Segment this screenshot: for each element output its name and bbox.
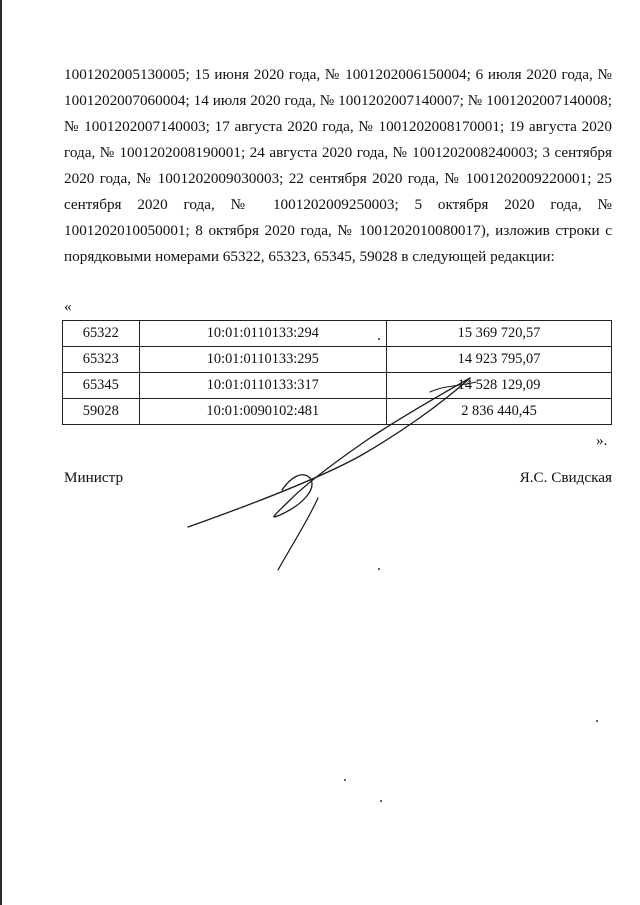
cadastral-number-cell: 10:01:0110133:317 <box>139 373 387 399</box>
scan-edge-line <box>0 0 2 905</box>
opening-quote: « <box>64 298 72 315</box>
closing-quote: ». <box>596 432 608 449</box>
scan-speck <box>596 720 598 722</box>
cadastral-value-cell: 15 369 720,57 <box>387 321 612 347</box>
table-row <box>63 373 612 399</box>
row-number-cell: 59028 <box>63 399 140 425</box>
cadastral-number-cell: 10:01:0090102:481 <box>139 399 387 425</box>
cadastral-value-cell: 2 836 440,45 <box>387 399 612 425</box>
table-row <box>63 347 612 373</box>
row-number-cell: 65323 <box>63 347 140 373</box>
scan-speck <box>378 338 380 340</box>
cadastral-number-cell: 10:01:0110133:295 <box>139 347 387 373</box>
scan-speck <box>344 779 346 781</box>
cadastral-value-table <box>62 320 612 425</box>
cadastral-value-cell: 14 923 795,07 <box>387 347 612 373</box>
row-number-cell: 65345 <box>63 373 140 399</box>
row-number-cell: 65322 <box>63 321 140 347</box>
signer-title: Министр <box>64 469 124 486</box>
scan-speck <box>380 800 382 802</box>
table-row <box>63 399 612 425</box>
cadastral-number-cell: 10:01:0110133:294 <box>139 321 387 347</box>
cadastral-value-cell: 14 528 129,09 <box>387 373 612 399</box>
scan-speck <box>378 568 380 570</box>
body-paragraph: 1001202005130005; 15 июня 2020 года, № 1001202006150004; 6 июля 2020 года, № 1001202007060004; 14 июля 2020 года, № 1001202007140007; № 1001202007140008; № 1001202007140003; 17 августа 2020 года, № 1001202008170001; 19 августа 2020 года, № 1001202008190001; 24 августа 2020 года, № 1001202008240003; 3 сентября 2020 года, № 1001202009030003; 22 сентября 2020 года, № 1001202009220001; 25 сентября 2020 года, № 1001202009250003; 5 октября 2020 года, № 1001202010050001; 8 октября 2020 года, № 1001202010080017), изложив строки с порядковыми номерами 65322, 65323, 65345, 59028 в следующей редакции: <box>64 66 612 265</box>
table-row <box>63 321 612 347</box>
signer-name: Я.С. Свидская <box>519 469 612 486</box>
